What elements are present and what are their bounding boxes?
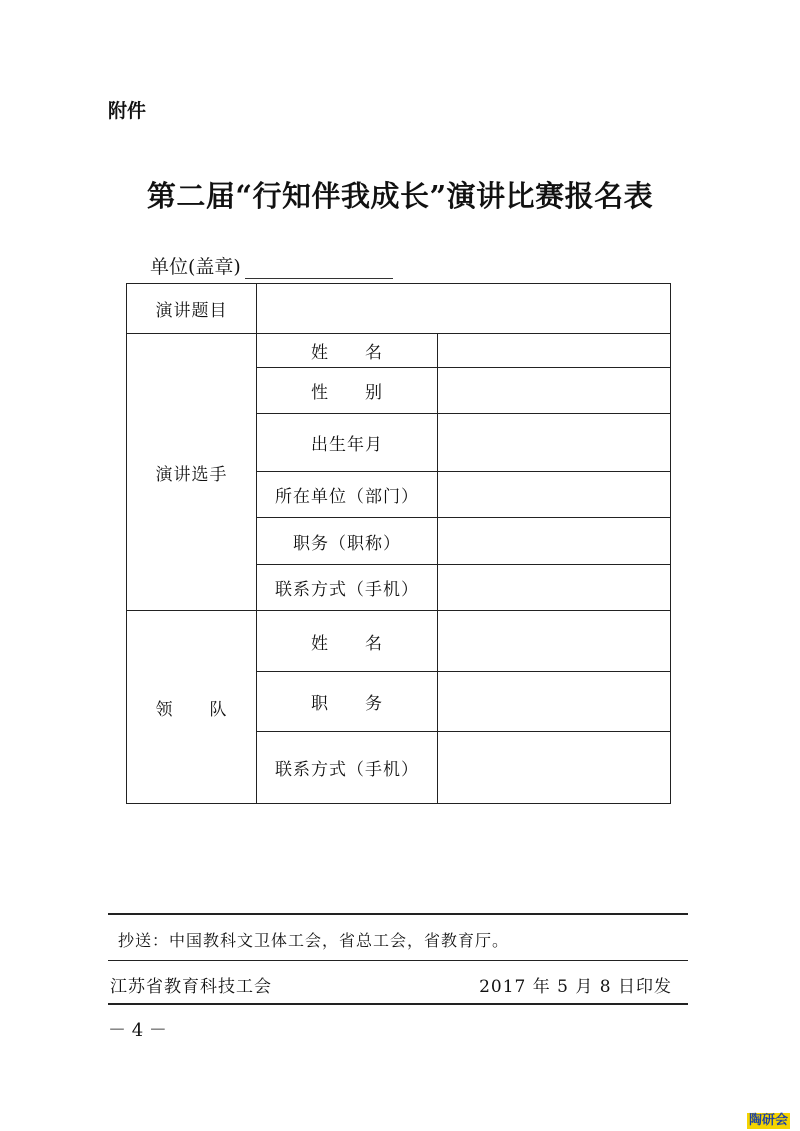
footer-middle-rule	[108, 960, 688, 961]
issuer: 江苏省教育科技工会	[110, 977, 272, 997]
field-value	[438, 611, 671, 672]
field-label: 所在单位（部门）	[257, 472, 438, 518]
page-number: － 4 －	[108, 1020, 167, 1041]
leader-group-label: 领 队	[127, 611, 257, 804]
watermark-logo: 陶研会	[749, 1113, 789, 1128]
field-value	[438, 565, 671, 611]
field-label: 联系方式（手机）	[257, 732, 438, 804]
topic-label: 演讲题目	[127, 284, 257, 334]
contestant-group-label: 演讲选手	[127, 334, 257, 611]
topic-value	[257, 284, 671, 334]
registration-table	[126, 283, 671, 804]
issue-date: 2017 年 5 月 8 日印发	[479, 977, 672, 997]
cc-line: 抄送：中国教科文卫体工会，省总工会，省教育厅。	[118, 931, 510, 950]
form-title: 第二届“行知伴我成长”演讲比赛报名表	[146, 179, 654, 213]
field-label: 性 别	[257, 368, 438, 414]
field-value	[438, 672, 671, 732]
field-label: 职 务	[257, 672, 438, 732]
unit-field	[150, 252, 393, 279]
field-label: 联系方式（手机）	[257, 565, 438, 611]
attachment-label: 附件	[108, 100, 147, 122]
field-value	[438, 518, 671, 565]
field-value	[438, 334, 671, 368]
field-label: 姓 名	[257, 334, 438, 368]
footer-bottom-rule	[108, 1003, 688, 1005]
field-label: 职务（职称）	[257, 518, 438, 565]
field-value	[438, 414, 671, 472]
field-label: 姓 名	[257, 611, 438, 672]
unit-field-label: 单位(盖章)	[150, 256, 241, 278]
field-value	[438, 472, 671, 518]
field-value	[438, 368, 671, 414]
field-value	[438, 732, 671, 804]
footer-top-rule	[108, 913, 688, 915]
field-label: 出生年月	[257, 414, 438, 472]
table-row	[127, 334, 671, 368]
unit-field-blank	[245, 258, 393, 279]
table-row	[127, 611, 671, 672]
table-row	[127, 284, 671, 334]
